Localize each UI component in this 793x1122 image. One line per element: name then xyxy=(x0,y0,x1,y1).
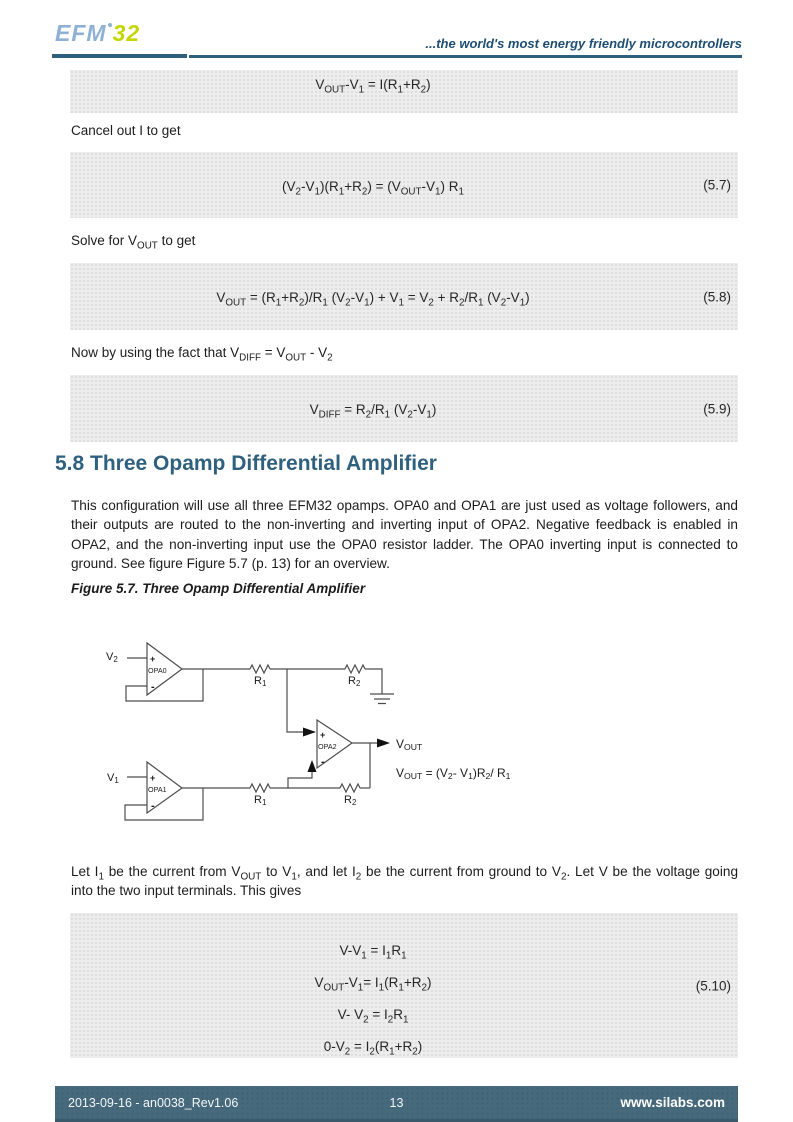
equation-block-59 xyxy=(70,375,738,442)
resistor-r2-bottom xyxy=(340,784,360,792)
ground-symbol xyxy=(370,694,394,704)
body-text-fact: Now by using the fact that $V_{DIFF} = V_{OUT} - V_2$ xyxy=(71,345,333,364)
equation-text: $V_{DIFF} = R_2/R_1$ $(V_2-V_1)$ xyxy=(309,402,437,421)
r2-bottom-label: R2 xyxy=(344,794,357,807)
footer-bar xyxy=(55,1086,738,1122)
arrow-vout xyxy=(377,739,390,748)
circuit-diagram xyxy=(100,628,530,840)
v1-label: V1 xyxy=(107,772,119,785)
r2-top-label: R2 xyxy=(348,675,361,688)
equation-block-57 xyxy=(70,152,738,218)
opa2-plus-sign: + xyxy=(320,730,326,740)
r1-top-label: R1 xyxy=(254,675,267,688)
body-text-solve: Solve for $V_{OUT}$ to get xyxy=(71,233,196,252)
logo-efm-text: EFM xyxy=(55,20,107,46)
opa2-minus-entry-wire xyxy=(288,772,312,788)
footer-document-id: 2013-09-16 - an0038_Rev1.06 xyxy=(68,1095,239,1110)
resistor-r2-top xyxy=(345,665,365,673)
equation-text-line3: V- $V_2 = I_2R_1$ xyxy=(337,1007,409,1026)
equation-number: (5.10) xyxy=(695,978,731,993)
equation-text: $V_{OUT} = (R_1+R_2)/R_1$ $(V_2-V_1) + V_1 = V_2 + R_2/R_1$ $(V_2-V_1)$ xyxy=(216,290,530,309)
vout-label: VOUT xyxy=(396,737,423,752)
equation-number: (5.7) xyxy=(703,177,731,193)
opa1-minus-sign: - xyxy=(151,800,155,812)
vout-formula: VOUT = (V2- V1)R2/ R1 xyxy=(396,766,511,781)
equation-text-line1: $V-V_1 = I_1R_1$ xyxy=(339,943,407,962)
r1-bottom-label: R1 xyxy=(254,794,267,807)
r2-to-ground-wire xyxy=(365,669,382,694)
equation-number: (5.8) xyxy=(703,289,731,304)
current-paragraph: Let $I_1$ be the current from $V_{OUT}$ to $V_1$, and let $I_2$ be the current from ground to $V_2$. Let V be the voltage going into the two input terminals. This gives xyxy=(71,864,738,899)
opa1-label: OPA1 xyxy=(148,785,167,794)
opa0-plus-sign: + xyxy=(150,654,156,664)
opa1-plus-sign: + xyxy=(150,773,156,783)
header-tagline: ...the world's most energy friendly microcontrollers xyxy=(425,36,742,51)
header-rule-right xyxy=(189,55,742,58)
opa2-label: OPA2 xyxy=(318,742,337,751)
opa0-label: OPA0 xyxy=(148,666,167,675)
equation-block-carry xyxy=(70,70,738,113)
header-rule-left xyxy=(52,54,187,58)
arrow-into-opa2-minus xyxy=(308,760,317,772)
footer-website-text: www.silabs.com xyxy=(620,1095,725,1110)
opa2-minus-sign: - xyxy=(321,756,325,768)
resistor-r1-top xyxy=(250,665,270,673)
v2-label: V2 xyxy=(106,651,118,664)
equation-text: $V_{OUT}-V_1 = I(R_1+R_2)$ xyxy=(315,77,431,96)
efm32-logo xyxy=(55,20,140,47)
equation-block-510 xyxy=(70,913,738,1058)
body-text-cancel: Cancel out I to get xyxy=(71,123,181,138)
equation-text: $(V_2-V_1)(R_1+R_2) = (V_{OUT}-V_1)$ $R_1$ xyxy=(282,179,464,198)
logo-trademark-dot xyxy=(108,23,112,27)
opa0-minus-sign: - xyxy=(151,681,155,693)
arrow-into-opa2-plus xyxy=(303,728,316,737)
section-paragraph: This configuration will use all three EFM32 opamps. OPA0 and OPA1 are just used as voltage followers, and their outputs are routed to the non-inverting and inverting input of OPA2. Negative feedback is enabled in OPA2, and the non-inverting input use the OPA0 resistor ladder. The OPA0 inverting input is connected to ground. See figure Figure 5.7 (p. 13) for an overview. xyxy=(71,498,738,571)
equation-text-line2: $V_{OUT}-V_1= I_1(R_1+R_2)$ xyxy=(314,975,432,994)
resistor-r1-bottom xyxy=(250,784,270,792)
node-to-opa2-plus-wire xyxy=(287,669,303,732)
equation-block-58 xyxy=(70,263,738,330)
equation-text-line4: $0-V_2 = I_2(R_1+R_2)$ xyxy=(323,1039,423,1058)
logo-32-text: 32 xyxy=(112,20,141,46)
equation-number: (5.9) xyxy=(703,401,731,416)
figure-caption: Figure 5.7. Three Opamp Differential Amplifier xyxy=(71,581,366,596)
section-heading: 5.8 Three Opamp Differential Amplifier xyxy=(55,452,437,475)
footer-page-number: 13 xyxy=(389,1095,404,1110)
